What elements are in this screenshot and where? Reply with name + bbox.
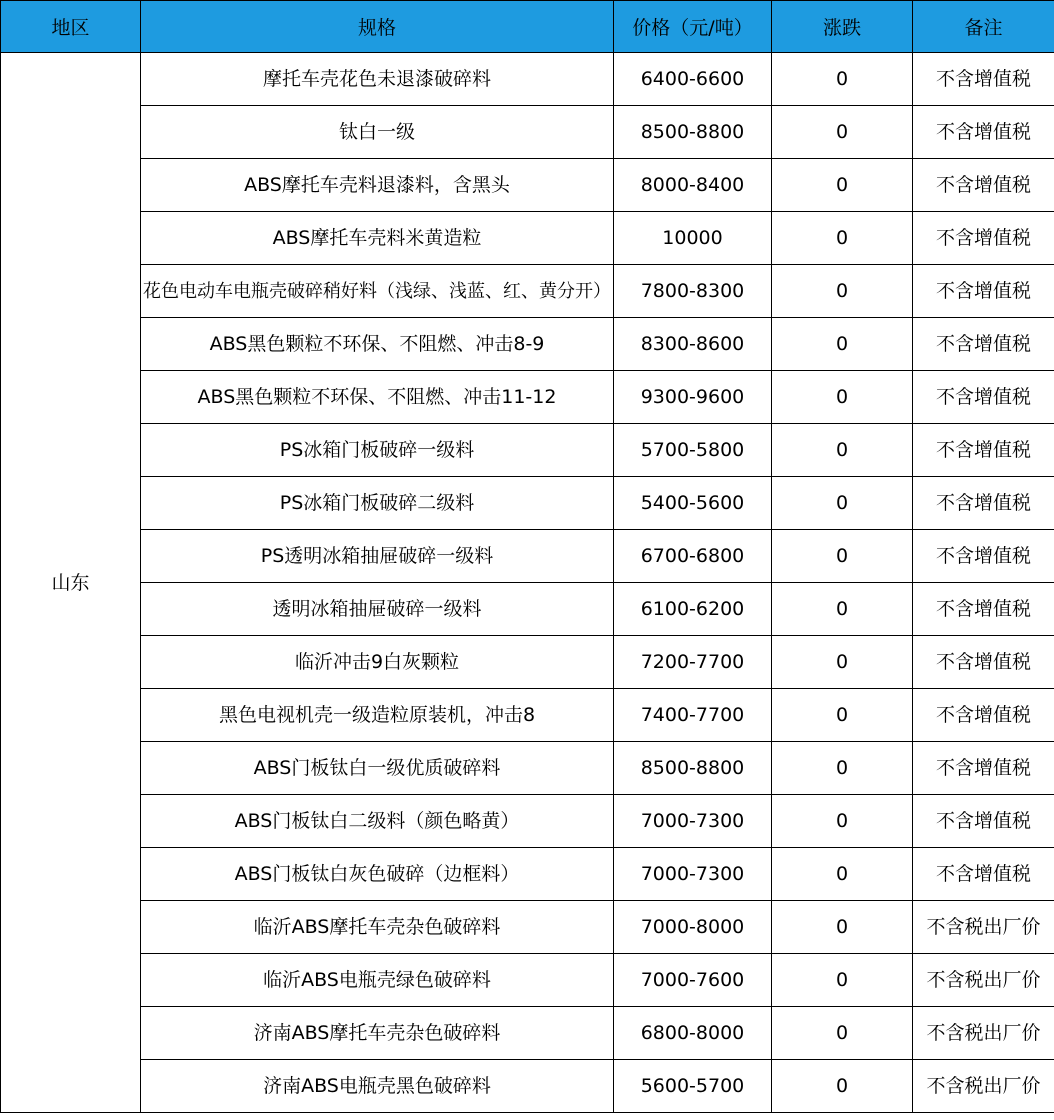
spec-cell: PS冰箱门板破碎一级料 — [141, 424, 614, 477]
price-cell: 9300-9600 — [614, 371, 772, 424]
table-row — [1, 742, 1054, 795]
spec-cell: ABS摩托车壳料退漆料，含黑头 — [141, 159, 614, 212]
spec-cell: ABS门板钛白灰色破碎（边框料） — [141, 848, 614, 901]
change-cell: 0 — [772, 636, 913, 689]
table-body — [1, 53, 1054, 1113]
table-row — [1, 424, 1054, 477]
change-cell: 0 — [772, 265, 913, 318]
note-cell: 不含增值税 — [913, 477, 1054, 530]
note-cell: 不含增值税 — [913, 848, 1054, 901]
change-cell: 0 — [772, 848, 913, 901]
spec-cell: 济南ABS摩托车壳杂色破碎料 — [141, 1007, 614, 1060]
table-row — [1, 1060, 1054, 1113]
spec-cell: PS透明冰箱抽屉破碎一级料 — [141, 530, 614, 583]
note-cell: 不含增值税 — [913, 795, 1054, 848]
spec-cell: ABS门板钛白一级优质破碎料 — [141, 742, 614, 795]
price-cell: 7000-7300 — [614, 848, 772, 901]
change-cell: 0 — [772, 689, 913, 742]
spec-cell: 透明冰箱抽屉破碎一级料 — [141, 583, 614, 636]
note-cell: 不含增值税 — [913, 106, 1054, 159]
note-cell: 不含增值税 — [913, 159, 1054, 212]
spec-cell: 临沂冲击9白灰颗粒 — [141, 636, 614, 689]
header-region: 地区 — [1, 1, 141, 53]
change-cell: 0 — [772, 424, 913, 477]
table-header — [1, 1, 1054, 53]
note-cell: 不含税出厂价 — [913, 1007, 1054, 1060]
change-cell: 0 — [772, 742, 913, 795]
change-cell: 0 — [772, 1007, 913, 1060]
spec-cell: 花色电动车电瓶壳破碎稍好料（浅绿、浅蓝、红、黄分开） — [141, 265, 614, 318]
price-cell: 6700-6800 — [614, 530, 772, 583]
table-row — [1, 477, 1054, 530]
note-cell: 不含增值税 — [913, 689, 1054, 742]
spec-cell: 济南ABS电瓶壳黑色破碎料 — [141, 1060, 614, 1113]
price-cell: 8500-8800 — [614, 742, 772, 795]
price-cell: 6100-6200 — [614, 583, 772, 636]
spec-cell: PS冰箱门板破碎二级料 — [141, 477, 614, 530]
table-row — [1, 901, 1054, 954]
table-row — [1, 318, 1054, 371]
change-cell: 0 — [772, 371, 913, 424]
header-spec: 规格 — [141, 1, 614, 53]
price-cell: 7200-7700 — [614, 636, 772, 689]
change-cell: 0 — [772, 318, 913, 371]
note-cell: 不含增值税 — [913, 53, 1054, 106]
note-cell: 不含增值税 — [913, 636, 1054, 689]
change-cell: 0 — [772, 901, 913, 954]
region-cell: 山东 — [1, 53, 141, 1113]
price-cell: 10000 — [614, 212, 772, 265]
spec-cell: ABS黑色颗粒不环保、不阻燃、冲击11-12 — [141, 371, 614, 424]
note-cell: 不含增值税 — [913, 742, 1054, 795]
table-row — [1, 371, 1054, 424]
note-cell: 不含增值税 — [913, 265, 1054, 318]
price-cell: 7800-8300 — [614, 265, 772, 318]
spec-cell: 黑色电视机壳一级造粒原装机，冲击8 — [141, 689, 614, 742]
table-row — [1, 265, 1054, 318]
change-cell: 0 — [772, 477, 913, 530]
header-price: 价格（元/吨） — [614, 1, 772, 53]
table-row — [1, 530, 1054, 583]
change-cell: 0 — [772, 583, 913, 636]
table-row — [1, 53, 1054, 106]
price-cell: 5600-5700 — [614, 1060, 772, 1113]
note-cell: 不含增值税 — [913, 371, 1054, 424]
note-cell: 不含增值税 — [913, 583, 1054, 636]
price-cell: 6400-6600 — [614, 53, 772, 106]
table-row — [1, 954, 1054, 1007]
header-change: 涨跌 — [772, 1, 913, 53]
note-cell: 不含增值税 — [913, 424, 1054, 477]
note-cell: 不含税出厂价 — [913, 954, 1054, 1007]
price-cell: 7400-7700 — [614, 689, 772, 742]
change-cell: 0 — [772, 795, 913, 848]
table-row — [1, 848, 1054, 901]
change-cell: 0 — [772, 530, 913, 583]
header-row — [1, 1, 1054, 53]
table-row — [1, 106, 1054, 159]
spec-cell: ABS摩托车壳料米黄造粒 — [141, 212, 614, 265]
spec-cell: 临沂ABS摩托车壳杂色破碎料 — [141, 901, 614, 954]
table-row — [1, 159, 1054, 212]
spec-cell: ABS门板钛白二级料（颜色略黄） — [141, 795, 614, 848]
change-cell: 0 — [772, 954, 913, 1007]
header-note: 备注 — [913, 1, 1054, 53]
price-cell: 8500-8800 — [614, 106, 772, 159]
note-cell: 不含税出厂价 — [913, 1060, 1054, 1113]
price-cell: 6800-8000 — [614, 1007, 772, 1060]
change-cell: 0 — [772, 53, 913, 106]
price-cell: 8300-8600 — [614, 318, 772, 371]
price-cell: 8000-8400 — [614, 159, 772, 212]
price-cell: 5400-5600 — [614, 477, 772, 530]
price-cell: 7000-8000 — [614, 901, 772, 954]
change-cell: 0 — [772, 106, 913, 159]
note-cell: 不含增值税 — [913, 318, 1054, 371]
table-row — [1, 795, 1054, 848]
table-row — [1, 636, 1054, 689]
table-row — [1, 1007, 1054, 1060]
price-cell: 5700-5800 — [614, 424, 772, 477]
table-row — [1, 212, 1054, 265]
spec-cell: 钛白一级 — [141, 106, 614, 159]
price-cell: 7000-7300 — [614, 795, 772, 848]
note-cell: 不含增值税 — [913, 530, 1054, 583]
change-cell: 0 — [772, 212, 913, 265]
change-cell: 0 — [772, 1060, 913, 1113]
price-cell: 7000-7600 — [614, 954, 772, 1007]
note-cell: 不含税出厂价 — [913, 901, 1054, 954]
spec-cell: 临沂ABS电瓶壳绿色破碎料 — [141, 954, 614, 1007]
change-cell: 0 — [772, 159, 913, 212]
table-row — [1, 689, 1054, 742]
note-cell: 不含增值税 — [913, 212, 1054, 265]
table-row — [1, 583, 1054, 636]
spec-cell: ABS黑色颗粒不环保、不阻燃、冲击8-9 — [141, 318, 614, 371]
spec-cell: 摩托车壳花色未退漆破碎料 — [141, 53, 614, 106]
